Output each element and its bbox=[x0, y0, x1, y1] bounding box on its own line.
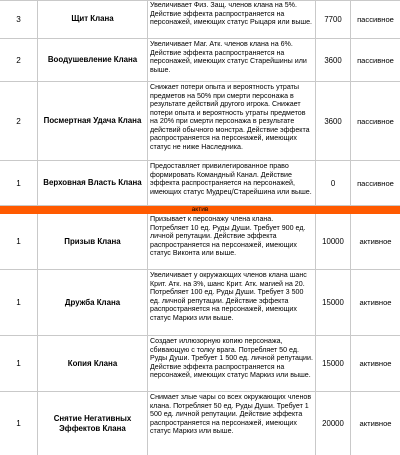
description-cell: Создает иллюзорную копию персонажа, сбивающую с толку врага. Потребляет 50 ед. Руды Души. Требует 1 500 ед. личной репутации. Действие эффекта распространяется на персонажей, имеющих статус Маркиз или выше. bbox=[148, 336, 316, 391]
skill-name-cell: Верховная Власть Клана bbox=[38, 161, 148, 205]
level-cell: 2 bbox=[0, 82, 38, 160]
skill-name-cell: Призыв Клана bbox=[38, 214, 148, 269]
level-cell: 1 bbox=[0, 392, 38, 455]
description-cell: Снижает потери опыта и вероятность утраты предметов на 50% при смерти персонажа в результате действий другого игрока. Снижает потери опыта и вероятность утраты предметов на 20% при смерти персонажа в результате действий обычного монстра. Действие эффекта распространяется на персонажей, имеющих статус не ниже Наследника. bbox=[148, 82, 316, 160]
skill-name-cell: Посмертная Удача Клана bbox=[38, 82, 148, 160]
cost-cell: 3600 bbox=[316, 82, 351, 160]
table-row bbox=[0, 392, 400, 455]
cost-cell: 15000 bbox=[316, 336, 351, 391]
table-row bbox=[0, 39, 400, 82]
cost-cell: 3600 bbox=[316, 39, 351, 81]
description-cell: Увеличивает у окружающих членов клана шанс Крит. Атк. на 3%, шанс Крит. Атк. магией на 20. Потребляет 100 ед. Руды Души. Требует 3 500 ед. личной репутации. Действие эффекта распространяется на персонажей, имеющих статус Маркиз или выше. bbox=[148, 270, 316, 335]
cost-cell: 20000 bbox=[316, 392, 351, 455]
type-cell: активное bbox=[359, 419, 392, 428]
skill-name-cell: Копия Клана bbox=[38, 336, 148, 391]
description-cell: Увеличивает Физ. Защ. членов клана на 5%. Действие эффекта распространяется на персонажей, имеющих статус Рыцаря или выше. bbox=[148, 0, 316, 38]
table-row bbox=[0, 336, 400, 392]
cost-cell: 15000 bbox=[316, 270, 351, 335]
cost-cell: 7700 bbox=[316, 0, 351, 38]
description-cell: Предоставляет привилегированное право формировать Командный Канал. Действие эффекта распространяется на персонажей, имеющих статус Мудрец/Старейшина или выше. bbox=[148, 161, 316, 205]
type-cell: пассивное bbox=[357, 14, 394, 24]
skill-name-cell: Снятие Негативных Эффектов Клана bbox=[38, 392, 148, 455]
level-cell: 1 bbox=[0, 336, 38, 391]
type-cell: пассивное bbox=[357, 116, 394, 126]
type-cell: пассивное bbox=[357, 55, 394, 65]
separator-label: актив bbox=[191, 206, 209, 213]
skill-name-cell: Щит Клана bbox=[38, 0, 148, 38]
type-cell: активное bbox=[359, 359, 392, 368]
table-row bbox=[0, 270, 400, 336]
description-cell: Снимает злые чары со всех окружающих членов клана. Потребляет 50 ед. Руды Души. Требует 1 500 ед. личной репутации. Действие эффекта распространяется на персонажей, имеющих статус Маркиз или выше. bbox=[148, 392, 316, 455]
table-row bbox=[0, 214, 400, 270]
type-cell: активное bbox=[359, 237, 392, 246]
type-cell: пассивное bbox=[357, 178, 394, 188]
type-cell: активное bbox=[359, 298, 392, 307]
level-cell: 1 bbox=[0, 270, 38, 335]
active-section-separator bbox=[0, 206, 400, 214]
level-cell: 2 bbox=[0, 39, 38, 81]
level-cell: 1 bbox=[0, 161, 38, 205]
level-cell: 1 bbox=[0, 214, 38, 269]
table-row bbox=[0, 0, 400, 39]
skill-name-cell: Дружба Клана bbox=[38, 270, 148, 335]
table-row bbox=[0, 82, 400, 161]
description-cell: Увеличивает Маг. Атк. членов клана на 6%. Действие эффекта распространяется на персонажей, имеющих статус Старейшины или выше. bbox=[148, 39, 316, 81]
cost-cell: 0 bbox=[316, 161, 351, 205]
cost-cell: 10000 bbox=[316, 214, 351, 269]
level-cell: 3 bbox=[0, 0, 38, 38]
skill-name-cell: Воодушевление Клана bbox=[38, 39, 148, 81]
description-cell: Призывает к персонажу члена клана. Потребляет 10 ед. Руды Души. Требует 900 ед. личной репутации. Действие эффекта распространяется на персонажей, имеющих статус Виконта или выше. bbox=[148, 214, 316, 269]
table-row bbox=[0, 161, 400, 206]
